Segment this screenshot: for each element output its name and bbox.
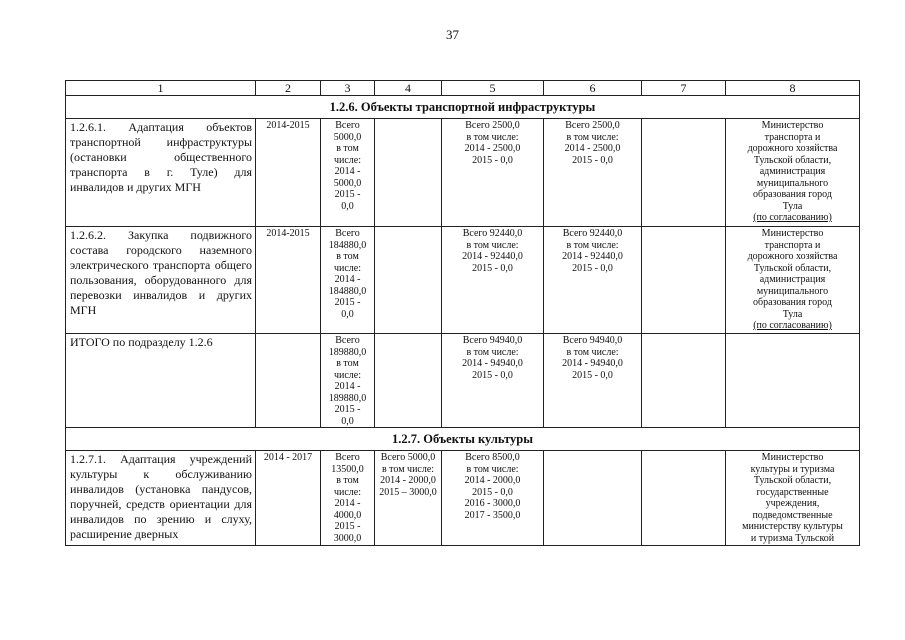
cell-line: 2015 - 0,0 [472, 486, 513, 498]
funding-col-5 [442, 334, 543, 381]
cell-line: в том числе: [466, 239, 519, 251]
cell-line: в том числе: [566, 131, 619, 143]
cell-line: 2015 - [334, 297, 361, 308]
cell-line: 2014 - 94940,0 [562, 358, 623, 369]
cell-line: Тула [782, 200, 803, 212]
cell-line: Министерство [761, 452, 824, 463]
cell-line: в том числе: [381, 463, 435, 475]
cell-line: 2014 - [334, 166, 361, 177]
cell-line: в том числе: [466, 463, 519, 475]
cell-line: 2014 - 2000,0 [380, 475, 436, 486]
cell-line: 3000,0 [333, 532, 362, 544]
period: 2014-2015 [266, 120, 310, 131]
cell-line: 2015 - 0,0 [572, 262, 613, 274]
funding-col-6 [544, 334, 641, 381]
funding-col-5 [442, 227, 543, 274]
cell-line: 2015 - [334, 404, 361, 415]
cell-line: 0,0 [341, 200, 354, 212]
executor [726, 119, 859, 224]
cell-line: Тульской области, [753, 475, 832, 486]
column-header: 4 [375, 81, 442, 96]
column-header: 5 [442, 81, 544, 96]
cell-line: в том [336, 475, 359, 486]
table-row [66, 119, 860, 227]
funding-col-6 [544, 119, 641, 166]
cell-line: 2014 - 2500,0 [464, 143, 521, 154]
table-row [66, 227, 860, 334]
cell-line: 2016 - 3000,0 [464, 498, 521, 509]
cell-line: 0,0 [341, 415, 354, 427]
cell-line: в том [336, 358, 359, 369]
section-title: 1.2.6. Объекты транспортной инфраструктуры [66, 96, 860, 119]
section-row [66, 96, 860, 119]
cell-line: числе: [333, 154, 362, 166]
cell-line: 184880,0 [328, 285, 367, 297]
measure-name: 1.2.6.2. Закупка подвижного состава городского наземного электрического транспорта общего пользования, оборудованного для перевозки инвалидов и других МГН [70, 228, 252, 317]
cell-line: Всего [335, 120, 360, 131]
section-row [66, 428, 860, 451]
cell-line: 2015 - 0,0 [472, 369, 513, 381]
cell-line: 2014 - 92440,0 [462, 251, 523, 262]
cell-line: 2015 - 0,0 [472, 154, 513, 166]
column-header: 6 [544, 81, 642, 96]
measure-name: 1.2.7.1. Адаптация учреждений культуры к обслуживанию инвалидов (установка пандусов, поручней, средств ориентации для инвалидов по зрению и слуху, расширение дверных [70, 452, 252, 541]
column-header: 7 [642, 81, 726, 96]
cell-line: 189880,0 [328, 346, 367, 358]
cell-line: Министерство [761, 120, 824, 131]
column-header: 8 [726, 81, 860, 96]
column-header: 3 [321, 81, 375, 96]
cell-line: Всего 92440,0 [562, 228, 623, 239]
cell-line: транспорта и [764, 239, 821, 251]
cell-line: муниципального [756, 285, 829, 297]
cell-line: (по согласованию) [753, 212, 832, 223]
section-title: 1.2.7. Объекты культуры [66, 428, 860, 451]
funding-col-5 [442, 119, 543, 166]
cell-line: Министерство [761, 228, 824, 239]
cell-line: в том числе: [566, 239, 619, 251]
cell-line: учреждения, [765, 498, 820, 509]
cell-line: Всего 92440,0 [462, 228, 523, 239]
total-funding [321, 227, 374, 320]
page-number: 37 [446, 27, 459, 42]
funding-col-4 [375, 451, 441, 498]
cell-line: и туризма Тульской [750, 532, 835, 544]
cell-line: Всего 2500,0 [465, 120, 520, 131]
cell-line: Всего [335, 335, 360, 346]
cell-line: числе: [333, 262, 362, 274]
cell-line: в том числе: [566, 346, 619, 358]
cell-line: 5000,0 [333, 131, 362, 143]
cell-line: 2014 - [334, 381, 361, 392]
cell-line: администрация [759, 274, 826, 285]
cell-line: числе: [333, 486, 362, 498]
cell-line: администрация [759, 166, 826, 177]
cell-line: в том числе: [466, 346, 519, 358]
cell-line: Всего 94940,0 [562, 335, 623, 346]
funding-col-5 [442, 451, 543, 521]
table-row [66, 334, 860, 428]
total-funding [321, 451, 374, 544]
total-funding [321, 334, 374, 427]
cell-line: 2014 - 94940,0 [462, 358, 523, 369]
cell-line: муниципального [756, 177, 829, 189]
cell-line: 5000,0 [333, 177, 362, 189]
cell-line: подведомственные [752, 509, 833, 521]
cell-line: в том [336, 143, 359, 154]
cell-line: 2015 - 0,0 [572, 369, 613, 381]
cell-line: 2014 - 2500,0 [564, 143, 621, 154]
cell-line: 4000,0 [333, 509, 362, 521]
column-header: 2 [256, 81, 321, 96]
cell-line: дорожного хозяйства [747, 251, 838, 262]
executor [726, 334, 859, 335]
cell-line: в том [336, 251, 359, 262]
cell-line: Всего [335, 228, 360, 239]
subtotal-label: ИТОГО по подразделу 1.2.6 [70, 335, 213, 349]
table-row [66, 451, 860, 546]
executor [726, 227, 859, 332]
cell-line: образования город [753, 189, 832, 200]
cell-line: Всего 94940,0 [462, 335, 523, 346]
cell-line: 2015 - [334, 521, 361, 532]
cell-line: Тула [782, 308, 803, 320]
cell-line: 2015 - 0,0 [572, 154, 613, 166]
cell-line: 2015 - 0,0 [472, 262, 513, 274]
cell-line: 2017 - 3500,0 [464, 509, 521, 521]
cell-line: 2015 - [334, 189, 361, 200]
executor [726, 451, 859, 544]
measure-name: 1.2.6.1. Адаптация объектов транспортной инфраструктуры (остановки общественного транспорта в г. Туле) для инвалидов и других МГН [70, 120, 252, 194]
period: 2014 - 2017 [263, 452, 313, 463]
total-funding [321, 119, 374, 212]
period [256, 334, 320, 335]
cell-line: Тульской области, [753, 154, 832, 166]
funding-col-4 [375, 227, 441, 228]
cell-line: (по согласованию) [753, 320, 832, 331]
cell-line: 0,0 [341, 308, 354, 320]
cell-line: Всего [335, 452, 360, 463]
column-header-row [66, 81, 860, 96]
cell-line: 2014 - 2000,0 [464, 475, 521, 486]
funding-col-4 [375, 334, 441, 335]
program-table [65, 80, 860, 546]
cell-line: Тульской области, [753, 262, 832, 274]
cell-line: числе: [333, 369, 362, 381]
cell-line: в том числе: [466, 131, 519, 143]
funding-col-4 [375, 119, 441, 120]
cell-line: образования город [753, 297, 832, 308]
cell-line: дорожного хозяйства [747, 143, 838, 154]
cell-line: министерству культуры [742, 521, 843, 532]
cell-line: 2014 - [334, 274, 361, 285]
cell-line: 189880,0 [328, 392, 367, 404]
cell-line: 2014 - 92440,0 [562, 251, 623, 262]
cell-line: культуры и туризма [750, 463, 835, 475]
funding-col-6 [544, 451, 641, 452]
cell-line: Всего 8500,0 [465, 452, 520, 463]
cell-line: 184880,0 [328, 239, 367, 251]
cell-line: транспорта и [764, 131, 821, 143]
cell-line: Всего 5000,0 [380, 452, 436, 463]
cell-line: 13500,0 [331, 463, 364, 475]
funding-col-6 [544, 227, 641, 274]
cell-line: 2014 - [334, 498, 361, 509]
cell-line: государственные [756, 486, 829, 498]
cell-line: Всего 2500,0 [565, 120, 620, 131]
column-header: 1 [66, 81, 256, 96]
cell-line: 2015 – 3000,0 [379, 486, 437, 498]
period: 2014-2015 [266, 228, 310, 239]
